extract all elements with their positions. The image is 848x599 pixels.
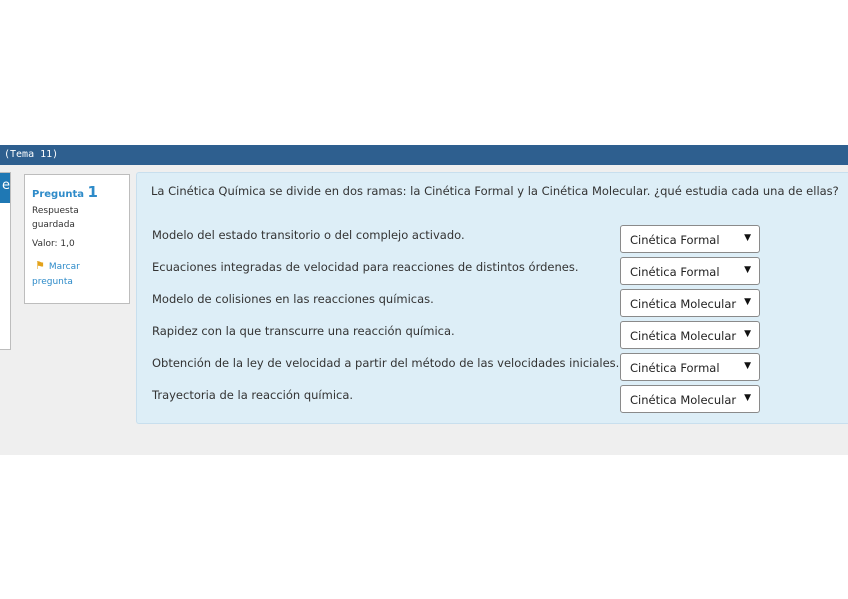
question-panel bbox=[136, 172, 848, 424]
match-row bbox=[137, 220, 848, 252]
match-row-label: Obtención de la ley de velocidad a partir del método de las velocidades iniciales. bbox=[152, 356, 620, 370]
dropdown-arrow-icon[interactable]: ▼ bbox=[744, 393, 751, 403]
flag-question-label[interactable]: Marcar bbox=[48, 262, 80, 272]
quiz-title-bar bbox=[0, 145, 848, 165]
navigation-block-edge bbox=[0, 172, 11, 350]
question-number: 1 bbox=[87, 183, 98, 201]
answer-select[interactable] bbox=[620, 321, 760, 349]
dropdown-arrow-icon[interactable]: ▼ bbox=[744, 329, 751, 339]
quiz-title: (Tema 11) bbox=[4, 149, 59, 160]
answer-select-value[interactable]: Cinética Formal bbox=[630, 233, 720, 247]
question-label: Pregunta bbox=[32, 189, 84, 200]
match-row bbox=[137, 380, 848, 412]
answer-select-value[interactable]: Cinética Molecular bbox=[630, 329, 737, 343]
flag-question-label-line2[interactable]: pregunta bbox=[32, 277, 73, 287]
flag-icon[interactable]: ⚑ bbox=[35, 259, 45, 272]
dropdown-arrow-icon[interactable]: ▼ bbox=[744, 265, 751, 275]
dropdown-arrow-icon[interactable]: ▼ bbox=[744, 361, 751, 371]
answer-select[interactable] bbox=[620, 385, 760, 413]
question-state bbox=[32, 204, 123, 232]
question-state-line1: Respuesta bbox=[32, 206, 79, 216]
flag-question-link[interactable] bbox=[32, 258, 123, 290]
question-text: La Cinética Química se divide en dos ramas: la Cinética Formal y la Cinética Molecular. ¿qué estudia cada una de ellas? bbox=[151, 184, 839, 198]
question-grade: Valor: 1,0 bbox=[32, 239, 75, 249]
match-row-label: Rapidez con la que transcurre una reacción química. bbox=[152, 324, 455, 338]
answer-select-value[interactable]: Cinética Molecular bbox=[630, 297, 737, 311]
match-row-label: Modelo del estado transitorio o del complejo activado. bbox=[152, 228, 465, 242]
answer-select[interactable] bbox=[620, 289, 760, 317]
match-row bbox=[137, 316, 848, 348]
answer-select[interactable] bbox=[620, 353, 760, 381]
match-row bbox=[137, 348, 848, 380]
dropdown-arrow-icon[interactable]: ▼ bbox=[744, 297, 751, 307]
question-number-heading bbox=[32, 183, 123, 201]
match-row bbox=[137, 284, 848, 316]
match-row bbox=[137, 252, 848, 284]
question-info-box bbox=[24, 174, 130, 304]
dropdown-arrow-icon[interactable]: ▼ bbox=[744, 233, 751, 243]
answer-select[interactable] bbox=[620, 225, 760, 253]
answer-select-value[interactable]: Cinética Molecular bbox=[630, 393, 737, 407]
match-row-label: Ecuaciones integradas de velocidad para reacciones de distintos órdenes. bbox=[152, 260, 579, 274]
question-state-line2: guardada bbox=[32, 220, 75, 230]
navigation-block-header: e bbox=[0, 173, 10, 203]
answer-select-value[interactable]: Cinética Formal bbox=[630, 265, 720, 279]
answer-select[interactable] bbox=[620, 257, 760, 285]
answer-select-value[interactable]: Cinética Formal bbox=[630, 361, 720, 375]
match-row-label: Trayectoria de la reacción química. bbox=[152, 388, 354, 402]
match-row-label: Modelo de colisiones en las reacciones químicas. bbox=[152, 292, 434, 306]
